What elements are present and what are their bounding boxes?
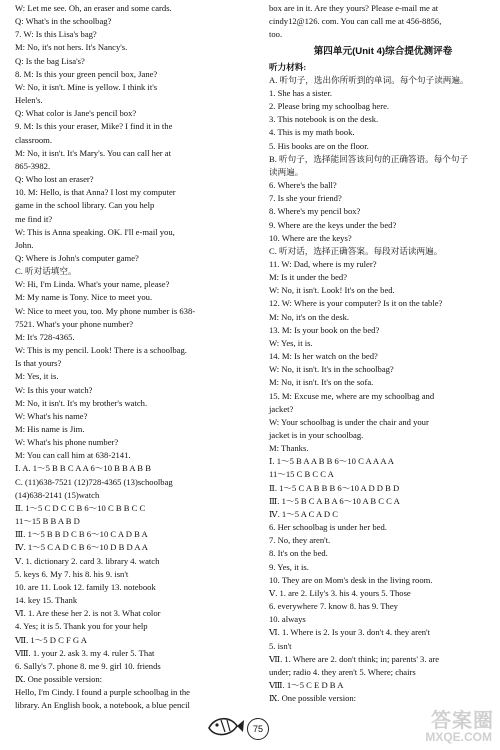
text-line: 6. Sally's 7. phone 8. me 9. girl 10. friends — [15, 660, 161, 671]
text-line: Is that yours? — [15, 358, 62, 369]
text-line: 4. This is my math book. — [269, 127, 355, 138]
left-column — [15, 2, 258, 712]
text-line: 12. W: Where is your computer? Is it on the table? — [269, 298, 443, 309]
text-line: W: Yes, it is. — [269, 337, 313, 348]
page-footer — [205, 712, 275, 744]
text-line: 8. Where's my pencil box? — [269, 206, 361, 217]
text-line: Ⅰ. A. 1～5 B B C A A 6～10 B B A B B — [15, 463, 151, 474]
text-line: 读两遍。 — [269, 166, 304, 177]
text-line: C. (11)638-7521 (12)728-4365 (13)schoolbag — [15, 476, 173, 487]
text-line: game in the school library. Can you help — [15, 200, 155, 211]
text-line: M: No, it isn't. It's my brother's watch. — [15, 397, 148, 408]
text-line: 10. are 11. Look 12. family 13. notebook — [15, 581, 156, 592]
text-line: M: My name is Tony. Nice to meet you. — [15, 292, 153, 303]
text-line: W: Let me see. Oh, an eraser and some cards. — [15, 3, 172, 13]
text-line: Ⅷ. 1. your 2. ask 3. my 4. ruler 5. That — [15, 647, 155, 658]
watermark-logo: 答案圈 MXQE.COM — [425, 710, 494, 744]
text-line: Helen's. — [15, 95, 43, 106]
text-line: Hello, I'm Cindy. I found a purple schoolbag in the — [15, 687, 190, 698]
text-line: Q: Is the bag Lisa's? — [15, 55, 85, 66]
text-line: 4. Yes; it is 5. Thank you for your help — [15, 621, 148, 632]
text-line: W: Your schoolbag is under the chair and your — [269, 416, 429, 427]
text-line: classroom. — [15, 134, 52, 145]
text-line: 7. W: Is this Lisa's bag? — [15, 29, 97, 40]
text-line: 14. M: Is her watch on the bed? — [269, 351, 378, 362]
text-line: M: No, it isn't. It's Mary's. You can call her at — [15, 147, 171, 158]
text-line: 14. key 15. Thank — [15, 595, 78, 606]
text-line: library. An English book, a notebook, a blue pencil — [15, 700, 190, 711]
text-line: box are in it. Are they yours? Please e-mail me at — [269, 3, 439, 13]
text-line: M: No, it's on the desk. — [269, 311, 350, 322]
text-line: W: Is this your watch? — [15, 384, 93, 395]
text-line: jacket is in your schoolbag. — [269, 430, 364, 440]
text-line: 6. Her schoolbag is under her bed. — [269, 522, 387, 533]
page-number: 75 — [247, 718, 269, 740]
text-line: 10. Where are the keys? — [269, 232, 352, 243]
text-line: W: This is Anna speaking. OK. I'll e-mail you, — [15, 226, 175, 237]
text-line: Ⅶ. 1～5 D C F G A — [15, 634, 87, 645]
text-line: 11～15 B B A B D — [15, 516, 80, 527]
text-line: W: Hi, I'm Linda. What's your name, please? — [15, 279, 170, 290]
text-line: 11. W: Dad, where is my ruler? — [269, 258, 377, 269]
text-line: 10. They are on Mom's desk in the living room. — [269, 574, 433, 585]
text-line: W: This is my pencil. Look! There is a schoolbag. — [15, 345, 187, 356]
text-line: (14)638-2141 (15)watch — [15, 489, 100, 500]
text-line: John. — [15, 239, 34, 250]
text-line: 10. always — [269, 614, 306, 625]
text-line: M: You can call him at 638-2141. — [15, 450, 131, 461]
text-line: Q: Where is John's computer game? — [15, 252, 139, 263]
text-line: B. 听句子，选择能回答该问句的正确答语。每个句子 — [269, 153, 469, 164]
text-line: A. 听句子，选出你所听到的单词。每个句子读两遍。 — [269, 74, 469, 85]
text-line: M: Thanks. — [269, 443, 309, 454]
text-line: M: Is it under the bed? — [269, 272, 348, 283]
text-line: M: No, it isn't. It's on the sofa. — [269, 377, 374, 388]
text-line: M: His name is Jim. — [15, 424, 85, 434]
text-line: W: No, it isn't. It's in the schoolbag? — [269, 364, 394, 375]
text-line: M: No, it's not hers. It's Nancy's. — [15, 42, 128, 53]
text-line: Ⅷ. 1～5 C E D B A — [269, 679, 344, 690]
text-line: 6. Where's the ball? — [269, 180, 337, 191]
text-line: Ⅸ. One possible version: — [269, 693, 357, 704]
text-line: Q: What's in the schoolbag? — [15, 16, 112, 27]
text-line: 5. keys 6. My 7. his 8. his 9. isn't — [15, 568, 129, 579]
text-line: M: Yes, it is. — [15, 371, 59, 382]
text-line: Q: Who lost an eraser? — [15, 174, 94, 185]
text-line: too. — [269, 29, 283, 40]
text-line: W: What's his phone number? — [15, 437, 119, 448]
section-title: 第四单元(Unit 4)综合提优测评卷 — [313, 46, 453, 58]
text-line: Ⅵ. 1. Are these her 2. is not 3. What color — [15, 608, 161, 619]
text-line: 9. Where are the keys under the bed? — [269, 219, 397, 230]
text-line: Ⅱ. 1～5 C D C C B 6～10 C B B C C — [15, 502, 146, 513]
text-line: 2. Please bring my schoolbag here. — [269, 101, 390, 112]
fish-logo-icon — [205, 712, 245, 742]
text-line: 865-3982. — [15, 160, 51, 171]
text-line: 9. Yes, it is. — [269, 561, 309, 572]
right-column — [269, 2, 497, 705]
text-line: C. 听对话，选择正确答案。每段对话读两遍。 — [269, 245, 443, 256]
text-line: 6. everywhere 7. know 8. has 9. They — [269, 601, 398, 612]
text-line: C. 听对话填空。 — [15, 266, 77, 277]
text-line: Ⅴ. 1. are 2. Lily's 3. his 4. yours 5. Those — [269, 587, 411, 598]
text-line: M: It's 728-4365. — [15, 331, 75, 342]
text-line: Ⅱ. 1～5 C A B B B 6～10 A D D B D — [269, 482, 400, 493]
text-line: 8. M: Is this your green pencil box, Jane? — [15, 68, 158, 79]
text-line: 5. isn't — [269, 640, 292, 651]
text-line: 7. Is she your friend? — [269, 193, 342, 204]
text-line: Ⅳ. 1～5 A C A D C — [269, 508, 338, 519]
text-line: 7. No, they aren't. — [269, 535, 331, 546]
text-line: Q: What color is Jane's pencil box? — [15, 108, 137, 119]
text-line: 听力材料: — [269, 61, 307, 72]
text-line: W: No, it isn't. Mine is yellow. I think it's — [15, 81, 158, 92]
text-line: W: What's his name? — [15, 410, 88, 421]
text-line: Ⅲ. 1～5 B B D C B 6～10 C A D B A — [15, 529, 148, 540]
text-line: W: No, it isn't. Look! It's on the bed. — [269, 285, 395, 296]
text-line: Ⅲ. 1～5 B C A B A 6～10 A B C C A — [269, 495, 400, 506]
text-line: 5. His books are on the floor. — [269, 140, 369, 151]
text-line: 1. She has a sister. — [269, 87, 333, 98]
text-line: 7521. What's your phone number? — [15, 318, 134, 329]
text-line: Ⅴ. 1. dictionary 2. card 3. library 4. watch — [15, 555, 160, 566]
text-line: under; radio 4. they aren't 5. Where; chairs — [269, 666, 416, 677]
text-line: 13. M: Is your book on the bed? — [269, 324, 380, 335]
text-line: 3. This notebook is on the desk. — [269, 114, 379, 125]
text-line: jacket? — [269, 403, 294, 414]
text-line: Ⅰ. 1～5 B A A B B 6～10 C A A A A — [269, 456, 394, 467]
text-line: 15. M: Excuse me, where are my schoolbag and — [269, 390, 435, 401]
text-line: 9. M: Is this your eraser, Mike? I find it in the — [15, 121, 173, 132]
text-line: Ⅶ. 1. Where are 2. don't think; in; parents' 3. are — [269, 653, 440, 664]
text-line: me find it? — [15, 213, 53, 224]
text-line: cindy12@126. com. You can call me at 456-8856, — [269, 16, 442, 27]
text-line: 11～15 C B C C A — [269, 469, 334, 480]
text-line: 8. It's on the bed. — [269, 548, 328, 559]
text-line: 10. M: Hello, is that Anna? I lost my computer — [15, 187, 176, 198]
text-line: Ⅸ. One possible version: — [15, 673, 103, 684]
text-line: W: Nice to meet you, too. My phone number is 638- — [15, 305, 196, 316]
text-line: Ⅳ. 1～5 C A D C B 6～10 D B D A A — [15, 542, 148, 553]
text-line: Ⅵ. 1. Where is 2. Is your 3. don't 4. they aren't — [269, 627, 430, 638]
